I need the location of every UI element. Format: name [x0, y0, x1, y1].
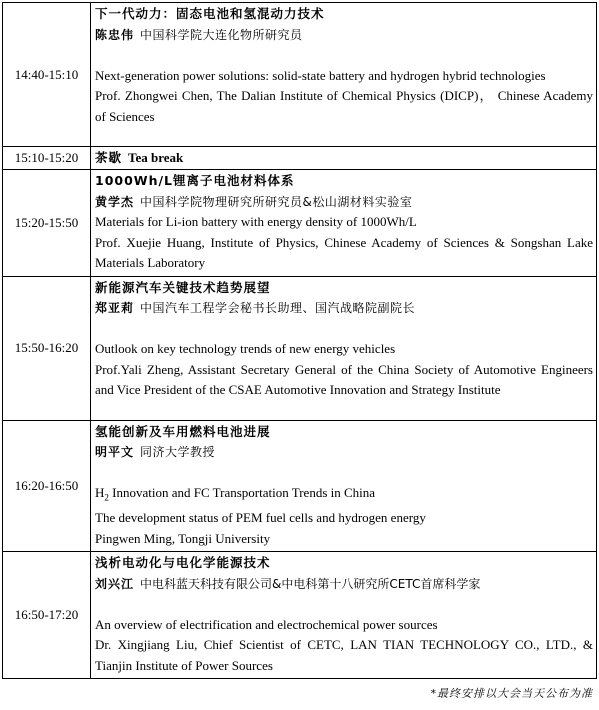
- speaker-affiliation-zh: 中电科蓝天科技有限公司&中电科第十八研究所CETC首席科学家: [140, 576, 481, 591]
- session-row: [3, 420, 597, 552]
- speaker-name-zh: 刘兴江: [95, 576, 135, 591]
- session-title-en: $H_2$ Innovation and FC Transportation Trends in China: [95, 485, 376, 503]
- session-title-en: Materials for Li-ion battery with energy density of 1000Wh/L: [95, 214, 417, 229]
- speaker-affiliation-zh: 中国科学院大连化物所研究员: [140, 27, 303, 42]
- session-title-en-2: The development status of PEM fuel cells and hydrogen energy: [95, 510, 426, 526]
- session-content: [91, 276, 597, 420]
- break-label-zh: 茶歇: [95, 150, 123, 165]
- speaker-name-zh: 明平文: [95, 445, 135, 459]
- session-title-en: Next-generation power solutions: solid-state battery and hydrogen hybrid technologies: [95, 67, 546, 83]
- speaker-affiliation-zh: 中国科学院物理研究所研究员&松山湖材料实验室: [140, 194, 413, 209]
- speaker-zh: [95, 574, 593, 595]
- session-title-en: Outlook on key technology trends of new energy vehicles: [95, 341, 396, 356]
- session-time: 15:20-15:50: [3, 170, 91, 277]
- speaker-affiliation-zh: 中国汽车工程学会秘书长助理、国汽战略院副院长: [140, 301, 416, 315]
- speaker-name-zh: 郑亚莉: [95, 301, 135, 315]
- speaker-en: Dr. Xingjiang Liu, Chief Scientist of CETC, LAN TIAN TECHNOLOGY CO., LTD., & Tianjin Institute of Power Sources: [95, 637, 593, 673]
- session-time: 15:50-16:20: [3, 276, 91, 420]
- session-row: [3, 552, 597, 679]
- speaker-en: Pingwen Ming, Tongji University: [95, 530, 271, 546]
- speaker-zh: [95, 25, 593, 46]
- session-title-zh: 下一代动力：固态电池和氢混动力技术: [95, 6, 325, 21]
- speaker-zh: [95, 442, 593, 463]
- session-time: 16:20-16:50: [3, 420, 91, 552]
- session-title-en: An overview of electrification and electrochemical power sources: [95, 616, 438, 632]
- session-content: [91, 420, 597, 552]
- speaker-en: Prof. Xuejie Huang, Institute of Physics, Chinese Academy of Sciences & Songshan Lake Materials Laboratory: [95, 234, 593, 270]
- session-title-zh: 新能源汽车关键技术趋势展望: [95, 279, 271, 295]
- session-time: 16:50-17:20: [3, 552, 91, 679]
- session-row: [3, 276, 597, 420]
- break-time: 15:10-15:20: [3, 147, 91, 170]
- session-content: [91, 3, 597, 147]
- session-content: [91, 552, 597, 679]
- speaker-zh: [95, 298, 593, 319]
- session-title-zh: 浅析电动化与电化学能源技术: [95, 555, 271, 571]
- session-row: [3, 3, 597, 147]
- session-time: 14:40-15:10: [3, 3, 91, 147]
- speaker-affiliation-zh: 同济大学教授: [140, 445, 216, 459]
- session-content: [91, 170, 597, 277]
- session-title-zh: 1000Wh/L锂离子电池材料体系: [95, 173, 295, 188]
- session-row: [3, 170, 597, 277]
- agenda-table: [2, 2, 597, 679]
- break-row: [3, 147, 597, 170]
- speaker-name-zh: 黄学杰: [95, 194, 135, 209]
- footer-note: *最终安排以大会当天公布为准: [430, 687, 593, 700]
- session-title-zh: 氢能创新及车用燃料电池进展: [95, 423, 271, 439]
- speaker-en: Prof. Zhongwei Chen, The Dalian Institute of Chemical Physics (DICP)， Chinese Academy of Sciences: [95, 88, 593, 124]
- speaker-name-zh: 陈忠伟: [95, 27, 135, 42]
- speaker-en: Prof.Yali Zheng, Assistant Secretary General of the China Society of Automotive Engineers and Vice President of the CSAE Automotive Innovation and Strategy Institute: [95, 361, 593, 397]
- break-label-en: Tea break: [128, 150, 184, 165]
- break-content: [91, 147, 597, 170]
- speaker-zh: [95, 192, 593, 213]
